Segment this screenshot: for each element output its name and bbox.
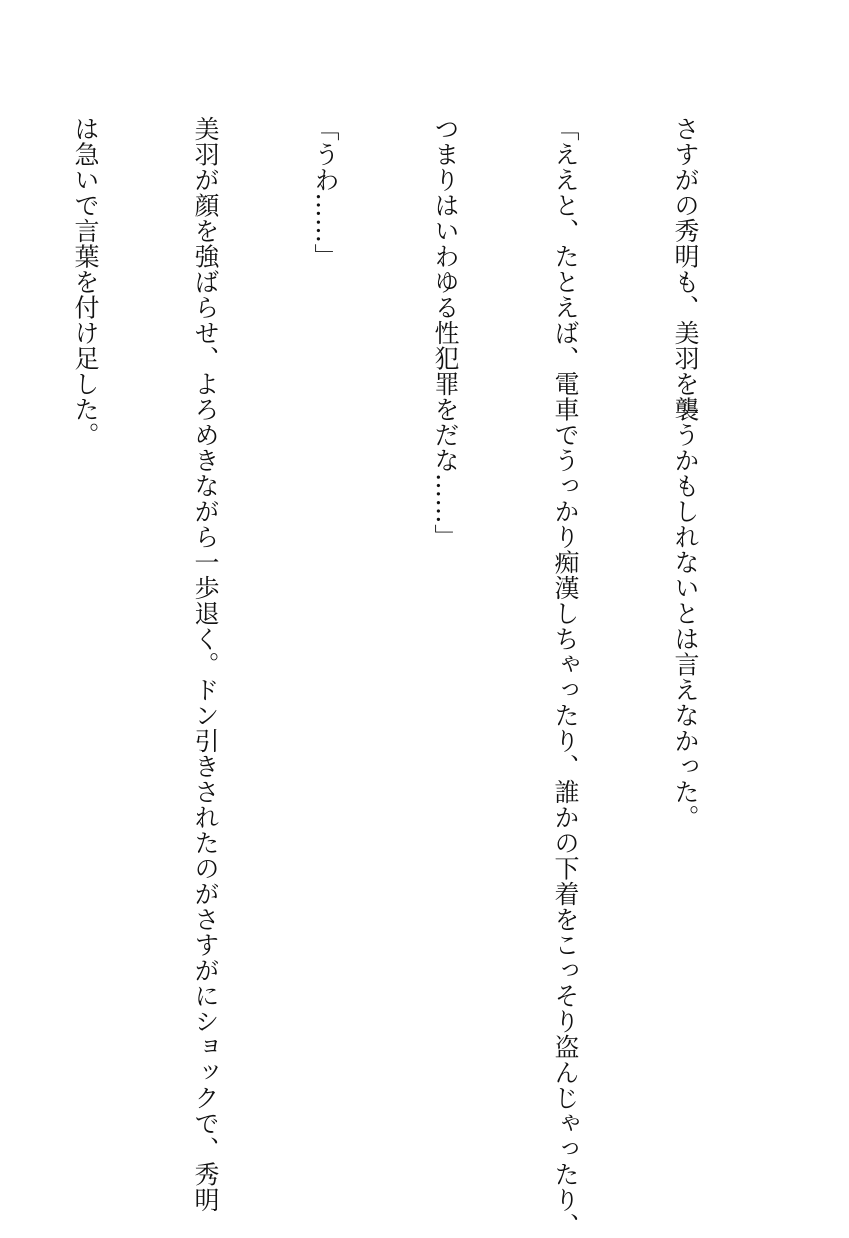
text-line: は急いで言葉を付け足した。 (71, 116, 100, 448)
text-line: つまりはいわゆる性犯罪をだな……」 (431, 116, 460, 550)
text-line: さすがの秀明も、美羽を襲うかもしれないとは言えなかった。 (671, 116, 700, 830)
text-line: 「ええと、たとえば、電車でうっかり痴漢しちゃったり、誰かの下着をこっそり盗んじゃったり、 (551, 116, 580, 1238)
vertical-text-body (65, 116, 785, 1238)
text-line: 美羽が顔を強ばらせ、よろめきながら一歩退く。ドン引きされたのがさすがにショックで、秀明 (191, 116, 220, 1213)
text-line: 「うわ……」 (311, 116, 340, 269)
